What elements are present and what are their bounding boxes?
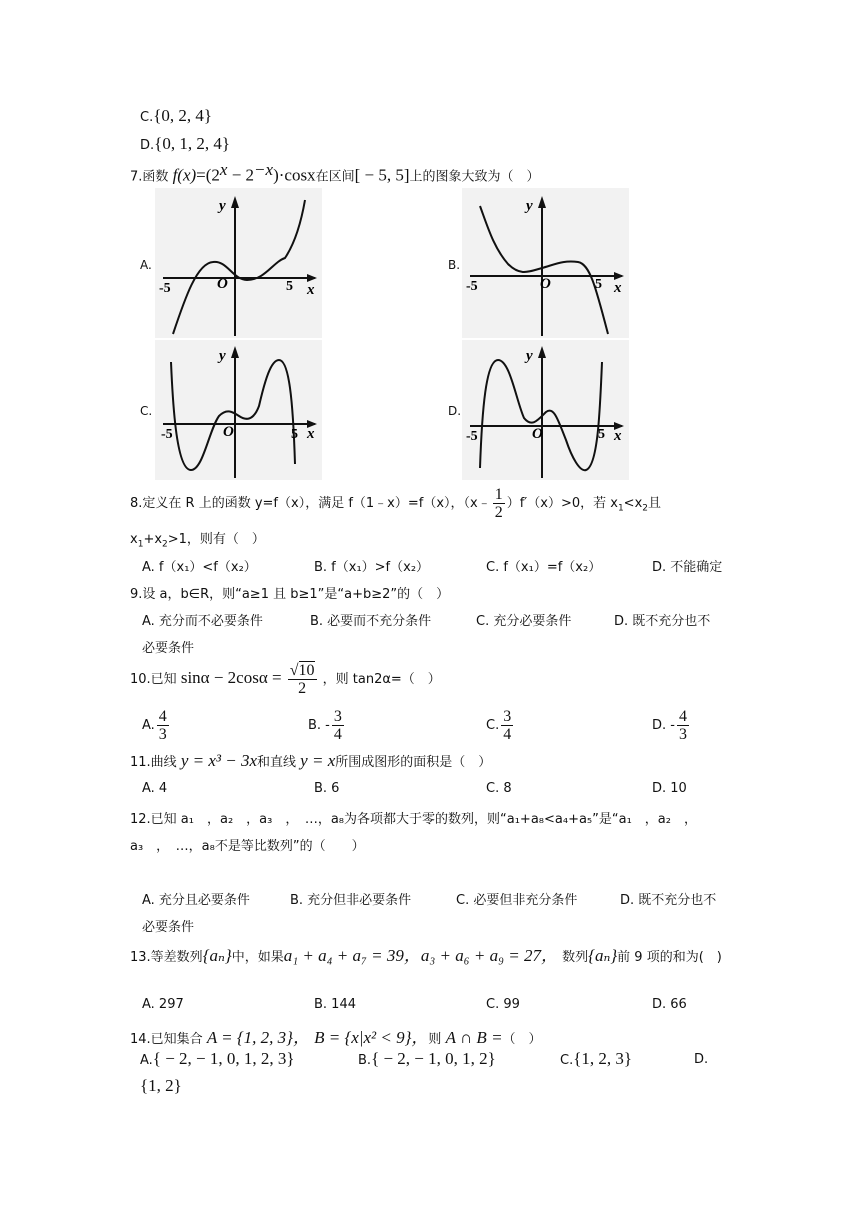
option-value: {0, 2, 4} xyxy=(153,106,213,125)
q10-option-d xyxy=(652,708,691,743)
q14-option-b xyxy=(358,1049,496,1069)
subscript: 1 xyxy=(137,539,144,550)
frac-den: 2 xyxy=(494,504,503,521)
stem-text: 数列 xyxy=(562,950,589,965)
formula-part: − 2 xyxy=(227,165,255,185)
stem-text: 13.等差数列 xyxy=(130,950,203,965)
q9-option-c: C. 充分必要条件 xyxy=(476,614,572,629)
q6-option-d xyxy=(140,134,230,154)
formula: y = x³ − 3x xyxy=(180,751,258,770)
sqrt-radicand: 10 xyxy=(298,662,315,679)
stem-text: 且 xyxy=(648,496,662,511)
option-value: { − 2, − 1, 0, 1, 2} xyxy=(371,1049,496,1068)
q13-option-a: A. 297 xyxy=(142,997,184,1012)
q14-option-a xyxy=(140,1049,295,1069)
frac-num: 3 xyxy=(503,708,512,725)
origin-label: O xyxy=(223,424,234,440)
formula: A = {1, 2, 3}， xyxy=(206,1028,310,1047)
tick-label-pos: 5 xyxy=(291,427,298,442)
interval: [ − 5, 5] xyxy=(354,165,410,185)
option-value: { − 2, − 1, 0, 1, 2, 3} xyxy=(152,1049,295,1068)
q12-stem-line1: 12.已知 a₁ ，a₂ ，a₃ ， …，a₈为各项都大于零的数列，则“a₁+a₈<a₄+a₅”是“a₁ ，a₂ ， xyxy=(130,812,697,827)
x-axis-label: x xyxy=(614,428,622,444)
formula: a₁ + a₄ + a₇ = 39，a₃ + a₆ + a₉ = 27， xyxy=(283,946,558,965)
stem-text: 在区间 xyxy=(315,169,355,185)
formula: sinα − 2cosα = xyxy=(180,668,282,687)
q8-option-b: B. f（x₁）>f（x₂） xyxy=(314,560,430,575)
q12-option-b: B. 充分但非必要条件 xyxy=(290,893,412,908)
option-label: A. xyxy=(142,718,155,733)
q11-stem xyxy=(130,751,491,771)
q14-option-d-value xyxy=(140,1076,182,1096)
frac-den: 4 xyxy=(333,726,342,743)
stem-text: 则 xyxy=(428,1032,442,1047)
stem-text: 和直线 xyxy=(257,755,297,770)
frac-num: 4 xyxy=(158,708,167,725)
q13-option-b: B. 144 xyxy=(314,997,356,1012)
y-axis-label: y xyxy=(219,348,226,364)
q12-option-a: A. 充分且必要条件 xyxy=(142,893,250,908)
formula: {aₙ} xyxy=(588,946,618,965)
fraction xyxy=(332,708,344,743)
stem-text: 8.定义在 R 上的函数 y=f（x），满足 f（1﹣x）=f（x），（x﹣ xyxy=(130,496,491,511)
q14-option-d-label: D. xyxy=(694,1052,709,1067)
fraction xyxy=(493,486,505,521)
x-axis-label: x xyxy=(307,282,315,298)
frac-den: 3 xyxy=(158,726,167,743)
stem-text: >1，则有（ ） xyxy=(167,532,265,547)
q7-stem xyxy=(130,160,540,185)
q8-option-d: D. 不能确定 xyxy=(652,560,723,575)
formula: A ∩ B = xyxy=(445,1028,503,1047)
origin-label: O xyxy=(540,276,551,292)
q14-option-c xyxy=(560,1049,632,1069)
q11-option-a: A. 4 xyxy=(142,781,168,796)
q9-option-a: A. 充分而不必要条件 xyxy=(142,614,263,629)
tick-label-neg: -5 xyxy=(466,429,478,444)
formula-part: −x xyxy=(254,160,274,179)
subscript: 2 xyxy=(162,539,168,550)
option-label: D. - xyxy=(652,718,675,733)
formula-part: f(x) xyxy=(172,165,197,185)
frac-num: 3 xyxy=(333,708,342,725)
stem-text: ，则 tan2α=（ ） xyxy=(322,672,441,687)
fraction xyxy=(288,662,317,697)
q11-option-b: B. 6 xyxy=(314,781,340,796)
formula: {aₙ} xyxy=(202,946,232,965)
q8-stem-line2 xyxy=(130,528,265,550)
q10-option-a xyxy=(142,708,171,743)
q8-option-c: C. f（x₁）=f（x₂） xyxy=(486,560,602,575)
tick-label-neg: -5 xyxy=(466,279,478,294)
formula: B = {x|x² < 9}， xyxy=(314,1028,429,1047)
q9-option-d-wrap: 必要条件 xyxy=(142,641,195,656)
frac-num xyxy=(288,662,317,680)
q6-option-c xyxy=(140,106,212,126)
q11-option-c: C. 8 xyxy=(486,781,512,796)
y-axis-label: y xyxy=(526,348,533,364)
q7-option-d-label: D. xyxy=(448,404,462,418)
q9-option-d: D. 既不充分也不 xyxy=(614,614,711,629)
tick-label-pos: 5 xyxy=(595,277,602,292)
option-value: {1, 2} xyxy=(140,1076,182,1095)
tick-label-neg: -5 xyxy=(161,427,173,442)
q12-option-d-wrap: 必要条件 xyxy=(142,920,195,935)
q7-option-a-label: A. xyxy=(140,258,152,272)
q13-option-c: C. 99 xyxy=(486,997,520,1012)
stem-text: <x xyxy=(623,496,643,511)
stem-text: （ ） xyxy=(502,1032,542,1047)
q10-option-b xyxy=(308,708,346,743)
option-value: {1, 2, 3} xyxy=(573,1049,633,1068)
fraction xyxy=(677,708,689,743)
q7-option-b-label: B. xyxy=(448,258,461,272)
q7-option-c-label: C. xyxy=(140,404,153,418)
q7-graph-b xyxy=(462,188,629,338)
origin-label: O xyxy=(217,276,228,292)
option-label: C. xyxy=(486,718,500,733)
option-label: C. xyxy=(140,110,154,125)
q8-stem-line1 xyxy=(130,486,661,524)
stem-text: 前 9 项的和为( ) xyxy=(617,950,722,965)
option-label: B. xyxy=(358,1053,372,1068)
subscript: 1 xyxy=(617,503,624,514)
formula-part: )·cosx xyxy=(273,165,316,185)
option-label: B. - xyxy=(308,718,330,733)
stem-text: x xyxy=(130,532,138,547)
stem-text: 14.已知集合 xyxy=(130,1032,203,1047)
formula: y = x xyxy=(300,751,336,770)
question-number: 7. xyxy=(130,169,143,185)
fraction xyxy=(157,708,169,743)
frac-den: 3 xyxy=(678,726,687,743)
q8-option-a: A. f（x₁）<f（x₂） xyxy=(142,560,257,575)
frac-num: 1 xyxy=(494,486,503,503)
q12-option-d: D. 既不充分也不 xyxy=(620,893,717,908)
tick-label-neg: -5 xyxy=(159,281,171,296)
q7-graph-c xyxy=(155,340,322,480)
frac-den: 2 xyxy=(298,680,307,697)
q11-option-d: D. 10 xyxy=(652,781,687,796)
option-label: D. xyxy=(140,138,155,153)
option-value: {0, 1, 2, 4} xyxy=(154,134,230,153)
q13-option-d: D. 66 xyxy=(652,997,687,1012)
tick-label-pos: 5 xyxy=(598,427,605,442)
q13-stem xyxy=(130,941,722,966)
x-axis-label: x xyxy=(614,280,622,296)
q9-option-b: B. 必要而不充分条件 xyxy=(310,614,432,629)
formula-part: =(2 xyxy=(196,165,220,185)
tick-label-pos: 5 xyxy=(286,279,293,294)
option-label: A. xyxy=(140,1053,153,1068)
stem-text: 所围成图形的面积是（ ） xyxy=(335,755,492,770)
y-axis-label: y xyxy=(526,198,533,214)
stem-text: 11.曲线 xyxy=(130,755,177,770)
stem-text: ）f′（x）>0，若 x xyxy=(506,496,618,511)
q7-graph-d xyxy=(462,340,629,480)
q14-stem xyxy=(130,1023,542,1048)
y-axis-label: y xyxy=(219,198,226,214)
fraction xyxy=(501,708,513,743)
stem-text: +x xyxy=(143,532,163,547)
q7-graph-a xyxy=(155,188,322,338)
sqrt-icon: √ xyxy=(289,662,299,679)
x-axis-label: x xyxy=(307,426,315,442)
q12-option-c: C. 必要但非充分条件 xyxy=(456,893,578,908)
formula-part: x xyxy=(219,160,228,179)
origin-label: O xyxy=(532,426,543,442)
stem-text: 函数 xyxy=(142,169,169,185)
stem-text: 10.已知 xyxy=(130,672,177,687)
option-label: C. xyxy=(560,1053,574,1068)
q10-stem xyxy=(130,658,441,700)
frac-num: 4 xyxy=(678,708,687,725)
stem-text: 中，如果 xyxy=(231,950,284,965)
stem-text: 上的图象大致为（ ） xyxy=(409,169,540,185)
q9-stem: 9.设 a，b∈R，则“a≥1 且 b≥1”是“a+b≥2”的（ ） xyxy=(130,587,450,602)
q10-option-c xyxy=(486,708,515,743)
q12-stem-line2: a₃ ， …，a₈不是等比数列”的（ ） xyxy=(130,839,365,854)
subscript: 2 xyxy=(642,503,648,514)
frac-den: 4 xyxy=(503,726,512,743)
